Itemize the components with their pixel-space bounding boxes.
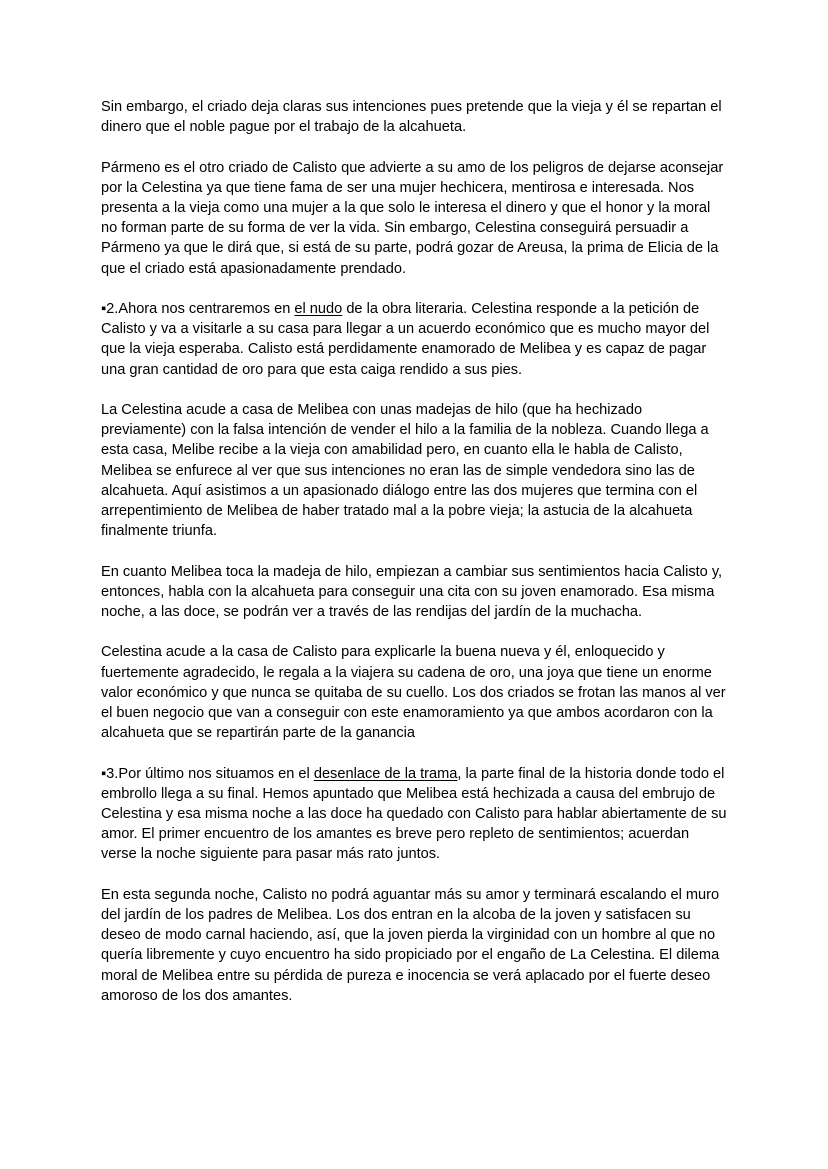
paragraph: Celestina acude a la casa de Calisto para explicarle la buena nueva y él, enloquecido y fuertemente agradecido, le regala a la viajera su cadena de oro, una joya que tiene un enorme valor económico y que nunca se quitaba de su cuello. Los dos criados se frotan las manos al ver el buen negocio que van a conseguir con este enamoramiento ya que ambos acordaron con la alcahueta que se repartirán parte de la ganancia (101, 644, 726, 742)
document-body (101, 97, 727, 1026)
paragraph-nudo (101, 299, 727, 380)
paragraph-text: de la obra literaria. Celestina responde a la petición de Calisto y va a visitarle a su casa para llegar a un acuerdo económico que es mucho mayor del que la vieja esperaba. Calisto está perdidamente enamorado de Melibea y es capaz de pagar una gran cantidad de oro para que esta caiga rendido a sus pies. (101, 301, 710, 378)
paragraph: Pármeno es el otro criado de Calisto que advierte a su amo de los peligros de dejarse aconsejar por la Celestina ya que tiene fama de ser una mujer hechicera, mentirosa e interesada. Nos presenta a la vieja como una mujer a la que solo le interesa el dinero y que el honor y la moral no forman parte de su forma de ver la vida. Sin embargo, Celestina conseguirá persuadir a Pármeno ya que le dirá que, si está de su parte, podrá gozar de Areusa, la prima de Elicia de la que el criado está apasionadamente prendado. (101, 159, 724, 277)
paragraph-text: ▪2.Ahora nos centraremos en (101, 301, 295, 317)
paragraph-desenlace (101, 764, 727, 865)
paragraph: En cuanto Melibea toca la madeja de hilo, empiezan a cambiar sus sentimientos hacia Calisto y, entonces, habla con la alcahueta para conseguir una cita con su joven enamorado. Esa misma noche, a las doce, se podrán ver a través de las rendijas del jardín de la muchacha. (101, 563, 723, 621)
paragraph: En esta segunda noche, Calisto no podrá aguantar más su amor y terminará escalando el muro del jardín de los padres de Melibea. Los dos entran en la alcoba de la joven y satisfacen su deseo de modo carnal haciendo, así, que la joven pierda la virginidad con un hombre al que no quería libremente y cuyo encuentro ha sido propiciado por el engaño de La Celestina. El dilema moral de Melibea entre su pérdida de pureza e inocencia se verá aplacado por el fuerte deseo amoroso de los dos amantes. (101, 886, 720, 1004)
underlined-term-nudo: el nudo (294, 301, 343, 317)
paragraph-text: ▪3.Por último nos situamos en el (101, 765, 314, 782)
paragraph: Sin embargo, el criado deja claras sus intenciones pues pretende que la vieja y él se repartan el dinero que el noble pague por el trabajo de la alcahueta. (101, 99, 722, 136)
paragraph-text: , la parte final de la historia donde todo el embrollo llega a su final. Hemos apuntado que Melibea está hechizada a causa del embrujo de Celestina y esa misma noche a las doce ha quedado con Calisto para hablar abiertamente de su amor. El primer encuentro de los amantes es breve pero repleto de sentimientos; acuerdan verse la noche siguiente para pasar más rato juntos. (101, 765, 727, 863)
underlined-term-desenlace: desenlace de la trama (313, 765, 458, 782)
paragraph: La Celestina acude a casa de Melibea con unas madejas de hilo (que ha hechizado previamente) con la falsa intención de vender el hilo a la familia de la nobleza. Cuando llega a esta casa, Melibe recibe a la vieja con amabilidad pero, en cuanto ella le habla de Calisto, Melibea se enfurece al ver que sus intenciones no eran las de simple vendedora sino las de alcahueta. Aquí asistimos a un apasionado diálogo entre las dos mujeres que termina con el arrepentimiento de Melibea de haber tratado mal a la pobre vieja; la astucia de la alcahueta finalmente triunfa. (101, 402, 709, 540)
